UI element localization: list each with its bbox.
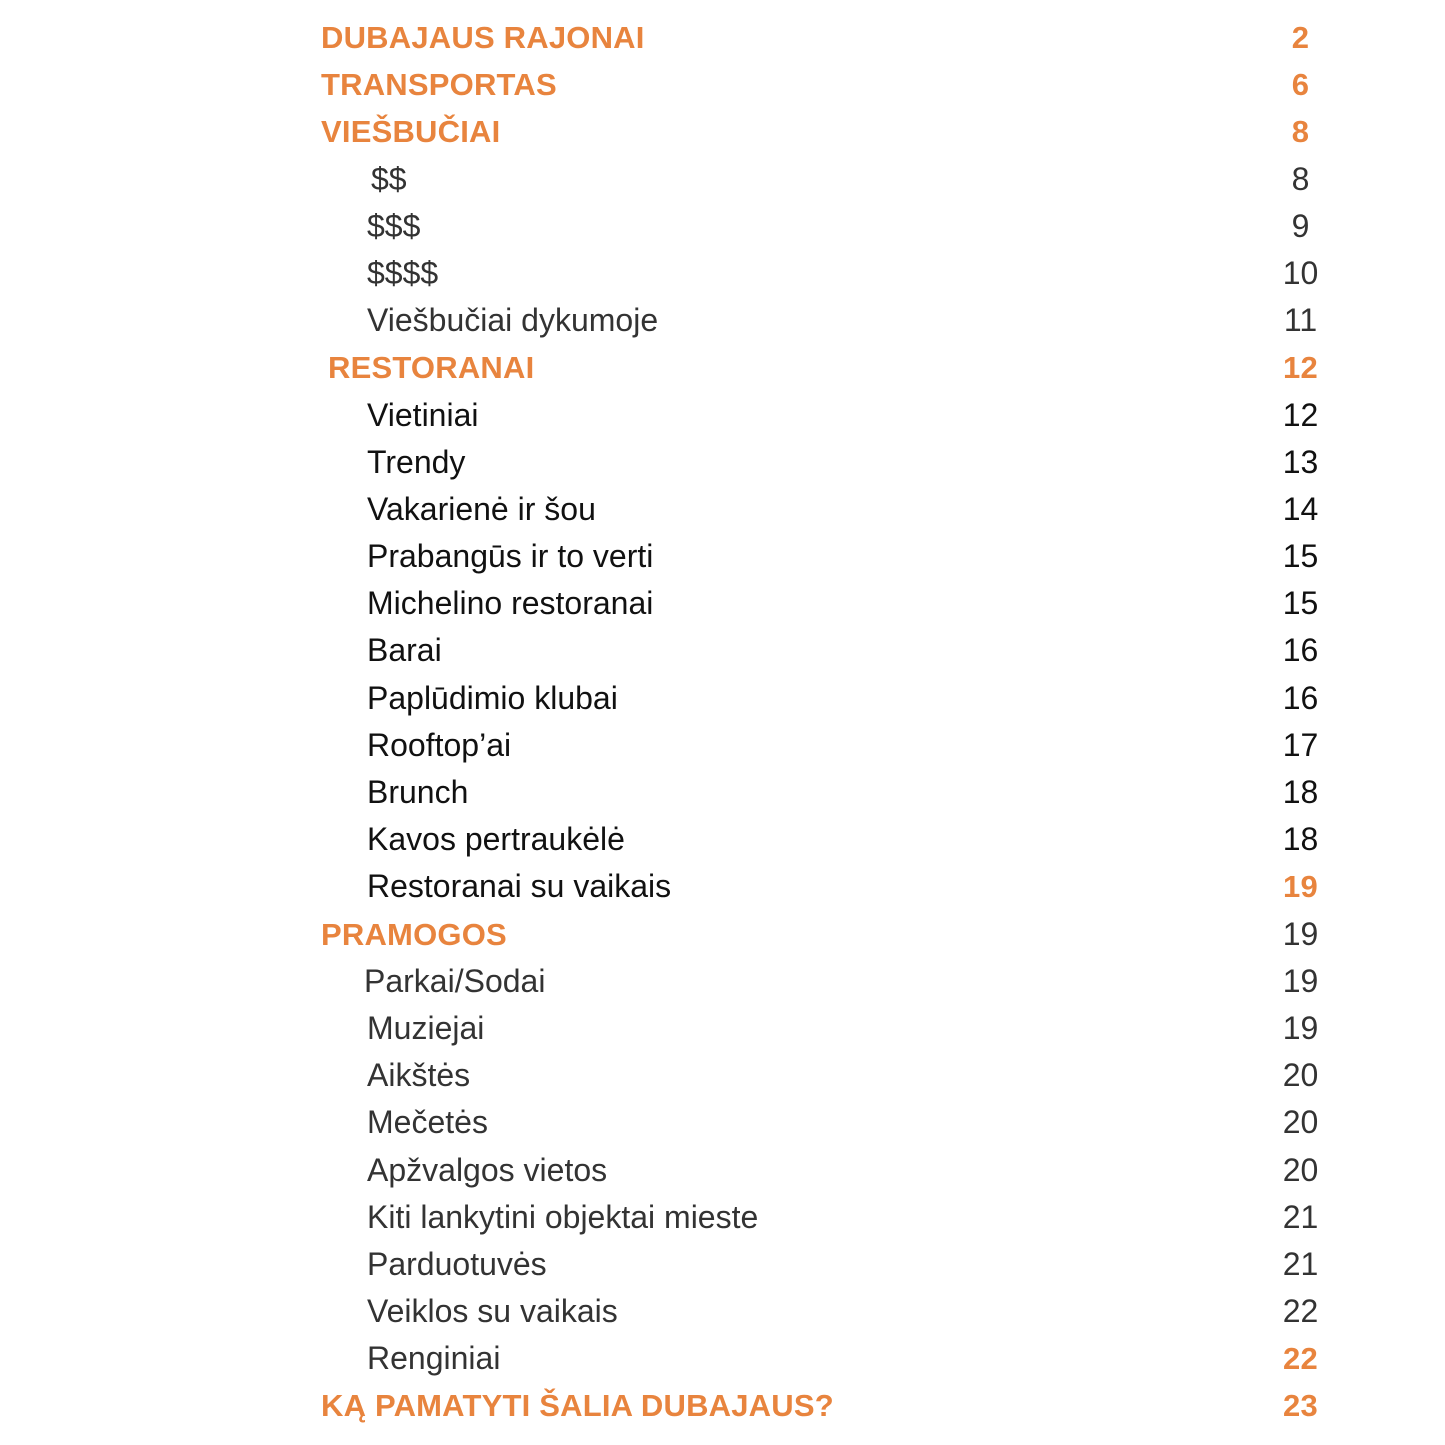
toc-entry-prabangus-ir-to-verti[interactable] (0, 533, 1445, 580)
toc-entry-page: 16 (1282, 632, 1319, 669)
table-of-contents (0, 14, 1445, 1430)
toc-entry-rooftopai[interactable] (0, 722, 1445, 769)
toc-entry-page: 17 (1282, 726, 1319, 763)
toc-entry-page: 19 (1282, 962, 1319, 999)
toc-entry-page: 20 (1282, 1151, 1319, 1188)
toc-entry-label: Kiti lankytini objektai mieste (367, 1198, 759, 1235)
toc-entry-price-3[interactable] (0, 203, 1445, 250)
toc-entry-veiklos-su-vaikais[interactable] (0, 1288, 1445, 1335)
toc-entry-label: Veiklos su vaikais (367, 1293, 618, 1330)
toc-entry-label: PRAMOGOS (321, 916, 507, 952)
toc-entry-page: 23 (1283, 1388, 1318, 1424)
toc-entry-page: 18 (1282, 774, 1319, 810)
toc-entry-page: 10 (1282, 254, 1319, 291)
toc-entry-page: 2 (1291, 20, 1310, 55)
toc-entry-label: Aikštės (367, 1057, 471, 1094)
toc-entry-label: $$$ (367, 207, 421, 244)
toc-entry-label: Trendy (367, 443, 466, 480)
toc-entry-label: Viešbučiai dykumoje (367, 302, 659, 339)
toc-entry-page: 14 (1282, 490, 1319, 527)
toc-entry-vakariene-ir-sou[interactable] (0, 486, 1445, 533)
toc-entry-label: Barai (367, 632, 442, 669)
toc-entry-label: $$$$ (367, 254, 439, 291)
toc-entry-page: 21 (1282, 1198, 1319, 1235)
toc-entry-mecetes[interactable] (0, 1099, 1445, 1146)
toc-entry-restoranai[interactable] (0, 344, 1445, 391)
toc-entry-page: 11 (1283, 302, 1318, 339)
toc-entry-label: TRANSPORTAS (321, 67, 557, 103)
toc-entry-label: Michelino restoranai (367, 585, 654, 622)
toc-entry-transportas[interactable] (0, 61, 1445, 108)
toc-entry-label: Apžvalgos vietos (367, 1151, 608, 1188)
toc-entry-muziejai[interactable] (0, 1005, 1445, 1052)
toc-entry-brunch[interactable] (0, 769, 1445, 816)
toc-entry-page: 19 (1282, 1009, 1319, 1046)
toc-entry-kiti-lankytini-objektai[interactable] (0, 1194, 1445, 1241)
toc-entry-label: Restoranai su vaikais (367, 868, 672, 905)
toc-entry-page: 13 (1282, 443, 1319, 480)
toc-entry-label: Vakarienė ir šou (367, 490, 596, 527)
toc-entry-label: Parkai/Sodai (364, 962, 546, 999)
toc-entry-pramogos[interactable] (0, 911, 1445, 958)
toc-entry-page: 18 (1282, 821, 1319, 858)
toc-entry-aikstes[interactable] (0, 1052, 1445, 1099)
toc-entry-renginiai[interactable] (0, 1335, 1445, 1382)
toc-entry-page: 22 (1282, 1293, 1319, 1330)
toc-entry-page: 8 (1291, 160, 1310, 197)
toc-entry-label: Muziejai (367, 1009, 485, 1046)
toc-entry-price-4[interactable] (0, 250, 1445, 297)
toc-entry-page: 22 (1283, 1341, 1318, 1377)
toc-entry-page: 9 (1291, 207, 1310, 244)
toc-entry-dubajaus-rajonai[interactable] (0, 14, 1445, 61)
toc-entry-label: $$ (371, 160, 407, 197)
toc-entry-label: KĄ PAMATYTI ŠALIA DUBAJAUS? (321, 1388, 834, 1424)
toc-entry-page: 16 (1282, 679, 1319, 716)
toc-entry-label: Kavos pertraukėlė (367, 821, 625, 858)
toc-entry-page: 20 (1282, 1104, 1319, 1141)
toc-entry-page: 21 (1282, 1245, 1319, 1282)
toc-entry-page: 19 (1283, 869, 1318, 905)
toc-entry-page: 12 (1282, 396, 1319, 433)
toc-entry-viesbuciai-dykumoje[interactable] (0, 297, 1445, 344)
toc-entry-label: Brunch (367, 774, 469, 810)
toc-entry-page: 15 (1282, 538, 1319, 575)
toc-entry-label: VIEŠBUČIAI (321, 114, 501, 150)
toc-entry-label: Rooftop’ai (367, 726, 512, 763)
toc-entry-label: Vietiniai (367, 396, 479, 433)
toc-entry-trendy[interactable] (0, 439, 1445, 486)
toc-entry-kavos-pertraukele[interactable] (0, 816, 1445, 863)
toc-entry-page: 12 (1283, 350, 1318, 386)
toc-entry-label: Prabangūs ir to verti (367, 538, 654, 575)
toc-entry-restoranai-su-vaikais[interactable] (0, 863, 1445, 910)
toc-entry-label: RESTORANAI (328, 350, 535, 386)
toc-entry-viesbuciai[interactable] (0, 108, 1445, 155)
toc-entry-parkai-sodai[interactable] (0, 958, 1445, 1005)
toc-entry-price-2[interactable] (0, 156, 1445, 203)
toc-entry-label: Paplūdimio klubai (367, 679, 618, 716)
toc-entry-apzvalgos-vietos[interactable] (0, 1147, 1445, 1194)
toc-entry-label: DUBAJAUS RAJONAI (321, 20, 645, 55)
toc-entry-label: Parduotuvės (367, 1245, 547, 1282)
toc-entry-papludimio-klubai[interactable] (0, 675, 1445, 722)
toc-entry-page: 19 (1282, 915, 1319, 952)
toc-entry-page: 20 (1282, 1057, 1319, 1094)
toc-entry-page: 15 (1282, 585, 1319, 622)
toc-entry-vietiniai[interactable] (0, 392, 1445, 439)
toc-entry-parduotuves[interactable] (0, 1241, 1445, 1288)
toc-entry-ka-pamatyti-salia-dubajaus[interactable] (0, 1382, 1445, 1429)
toc-entry-page: 6 (1291, 67, 1310, 103)
toc-entry-michelino-restoranai[interactable] (0, 580, 1445, 627)
toc-entry-page: 8 (1291, 114, 1310, 150)
toc-entry-label: Mečetės (367, 1104, 488, 1141)
toc-entry-label: Renginiai (367, 1340, 501, 1377)
toc-entry-barai[interactable] (0, 627, 1445, 674)
